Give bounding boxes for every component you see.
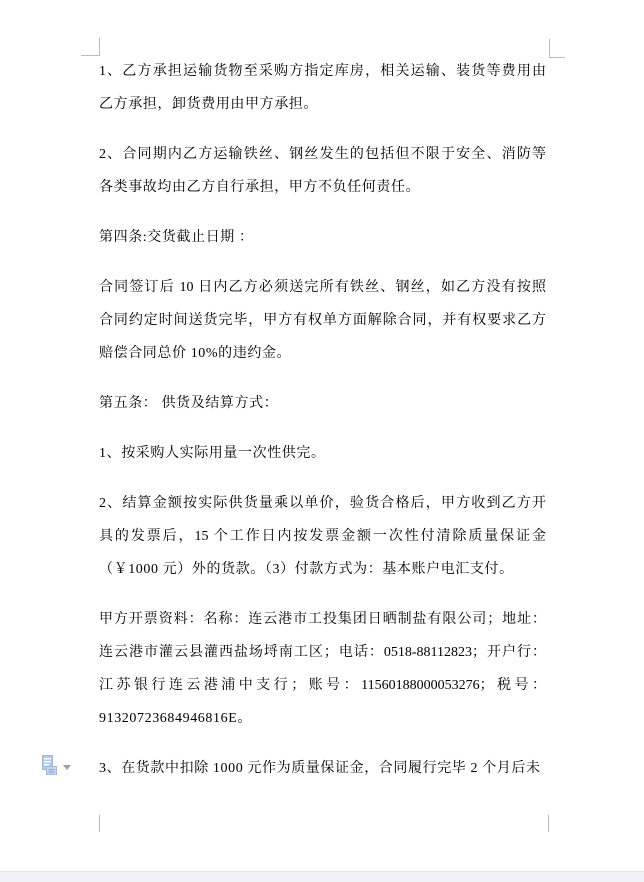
paragraph bbox=[99, 603, 546, 735]
paragraph bbox=[99, 138, 546, 204]
text-line[interactable]: 91320723684946816E。 bbox=[99, 711, 252, 726]
text-line[interactable]: 各类事故均由乙方自行承担，甲方不负任何责任。 bbox=[99, 180, 421, 195]
text-line[interactable]: 1、按采购人实际用量一次性供完。 bbox=[99, 446, 326, 461]
paragraph bbox=[99, 387, 546, 420]
paste-options-icon bbox=[42, 755, 57, 776]
chevron-down-icon[interactable] bbox=[63, 765, 71, 770]
paragraph bbox=[99, 271, 546, 370]
text-line[interactable]: 江苏银行连云港浦中支行；账号：11560188000053276；税号： bbox=[99, 678, 546, 693]
paragraph bbox=[99, 221, 546, 254]
app-background-strip bbox=[0, 871, 644, 882]
paste-options-button[interactable] bbox=[41, 754, 72, 777]
paragraph bbox=[99, 437, 546, 470]
text-line[interactable]: 甲方开票资料：名称：连云港市工投集团日晒制盐有限公司；地址： bbox=[99, 612, 546, 627]
text-boundary-mark-bottom-right bbox=[548, 815, 549, 832]
document-text bbox=[99, 55, 546, 802]
text-line[interactable]: 合同约定时间送货完毕，甲方有权单方面解除合同，并有权要求乙方 bbox=[99, 313, 546, 328]
text-line[interactable]: 合同签订后 10 日内乙方必须送完所有铁丝、钢丝，如乙方没有按照 bbox=[99, 280, 546, 295]
paragraph bbox=[99, 752, 546, 785]
text-line[interactable]: 第五条： 供货及结算方式： bbox=[99, 396, 279, 411]
paragraph bbox=[99, 487, 546, 586]
text-line[interactable]: 3、在货款中扣除 1000 元作为质量保证金，合同履行完毕 2 个月后未 bbox=[99, 761, 541, 776]
text-line[interactable]: 1、乙方承担运输货物至采购方指定库房，相关运输、装货等费用由 bbox=[99, 64, 546, 79]
text-line[interactable]: （￥1000 元）外的货款。（3）付款方式为：基本账户电汇支付。 bbox=[99, 562, 514, 577]
text-line[interactable]: 具的发票后，15 个工作日内按发票金额一次性付清除质量保证金 bbox=[99, 529, 546, 544]
text-line[interactable]: 第四条:交货截止日期 ： bbox=[99, 230, 254, 245]
paragraph bbox=[99, 55, 546, 121]
text-line[interactable]: 乙方承担，卸货费用由甲方承担。 bbox=[99, 97, 318, 112]
text-boundary-mark-top-right bbox=[549, 39, 550, 58]
text-line[interactable]: 2、合同期内乙方运输铁丝、钢丝发生的包括但不限于安全、消防等 bbox=[99, 147, 546, 162]
text-boundary-mark-top-right bbox=[549, 57, 565, 58]
text-boundary-mark-top-left bbox=[99, 38, 100, 56]
text-boundary-mark-bottom-left bbox=[99, 815, 100, 832]
text-line[interactable]: 连云港市灌云县灌西盐场埒南工区；电话：0518-88112823；开户行： bbox=[99, 645, 546, 660]
text-line[interactable]: 2、结算金额按实际供货量乘以单价，验货合格后，甲方收到乙方开 bbox=[99, 496, 546, 511]
text-line[interactable]: 赔偿合同总价 10%的违约金。 bbox=[99, 346, 292, 361]
text-boundary-mark-top-left bbox=[81, 55, 100, 56]
